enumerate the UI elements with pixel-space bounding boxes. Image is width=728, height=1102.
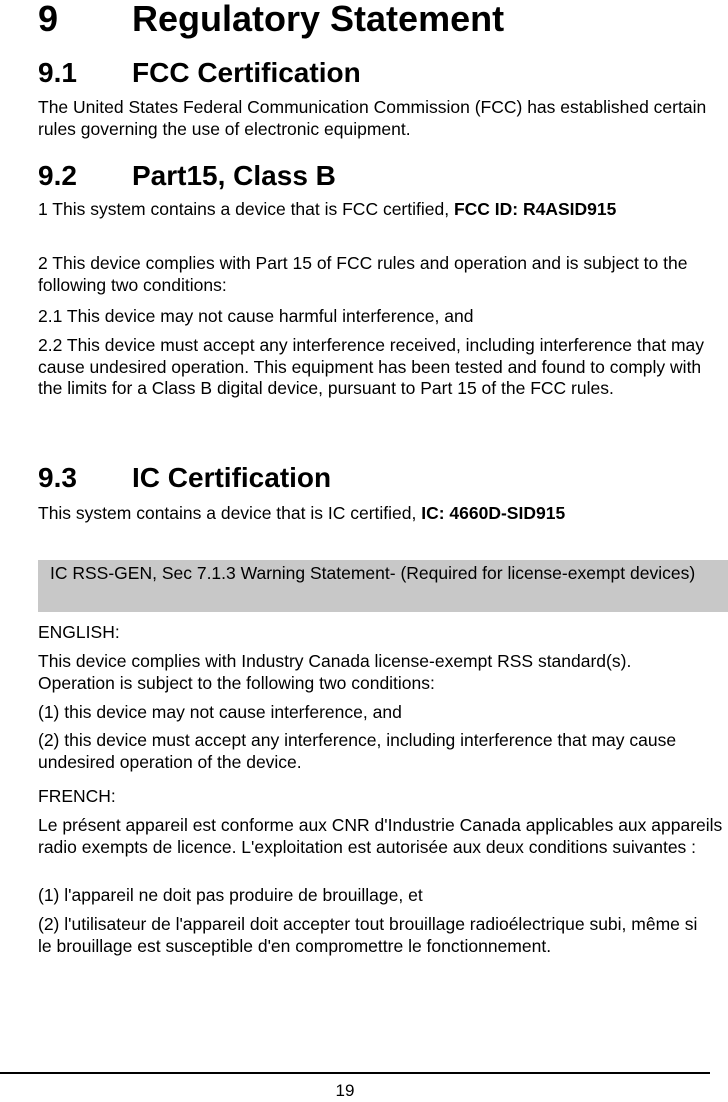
section-heading-9-1 [38, 56, 361, 90]
french-paragraph-2: (1) l'appareil ne doit pas produire de brouillage, et [38, 885, 423, 905]
section-heading-9-2 [38, 159, 336, 193]
french-paragraph-3: (2) l'utilisateur de l'appareil doit accepter tout brouillage radioélectrique subi, même si le brouillage est susceptible d'en compromettre le fonctionnement. [38, 914, 698, 956]
french-paragraph-1: Le présent appareil est conforme aux CNR d'Industrie Canada applicables aux appareils radio exempts de licence. L'exploitation est autorisée aux deux conditions suivantes : [38, 815, 723, 857]
condition-2-1: 2.1 This device may not cause harmful interference, and [38, 306, 474, 326]
english-paragraph-2: (1) this device may not cause interference, and [38, 702, 402, 722]
page-number: 19 [335, 1081, 355, 1100]
english-label: ENGLISH: [38, 622, 120, 642]
fcc-id: FCC ID: R4ASID915 [453, 199, 617, 219]
condition-2-2: 2.2 This device must accept any interference received, including interference that may cause undesired operation. This equipment has been tested and found to comply with the limits for a Class B digital device, pursuant to Part 15 of the FCC rules. [38, 335, 704, 398]
section-number: 9.2 [38, 160, 77, 191]
french-label: FRENCH: [38, 786, 116, 806]
ic-certified-text: This system contains a device that is IC certified, [38, 503, 422, 523]
section-number: 9.1 [38, 57, 77, 88]
english-paragraph-1: This device complies with Industry Canada license-exempt RSS standard(s). Operation is subject to the following two conditions: [38, 651, 632, 693]
section-heading-9-3 [38, 461, 331, 495]
english-paragraph-3: (2) this device must accept any interference, including interference that may cause undesired operation of the device. [38, 730, 677, 772]
warning-statement-title: IC RSS-GEN, Sec 7.1.3 Warning Statement- (Required for license-exempt devices) [50, 563, 696, 583]
warning-statement-box [38, 560, 728, 612]
ic-id: IC: 4660D-SID915 [421, 503, 566, 523]
section-heading-9 [38, 0, 504, 40]
footer-divider [0, 1072, 710, 1074]
section-number: 9 [38, 0, 59, 39]
fcc-certified-text: 1 This system contains a device that is FCC certified, [38, 199, 454, 219]
fcc-intro-paragraph: The United States Federal Communication Commission (FCC) has established certain rules governing the use of electronic equipment. [38, 97, 707, 139]
section-number: 9.3 [38, 462, 77, 493]
part15-paragraph: 2 This device complies with Part 15 of FCC rules and operation and is subject to the following two conditions: [38, 253, 688, 295]
section-title: IC Certification [132, 462, 332, 493]
section-title: Part15, Class B [132, 160, 336, 191]
section-title: FCC Certification [132, 57, 361, 88]
ic-certified-paragraph [38, 503, 718, 525]
fcc-certified-paragraph [38, 199, 638, 221]
section-title: Regulatory Statement [132, 0, 505, 39]
